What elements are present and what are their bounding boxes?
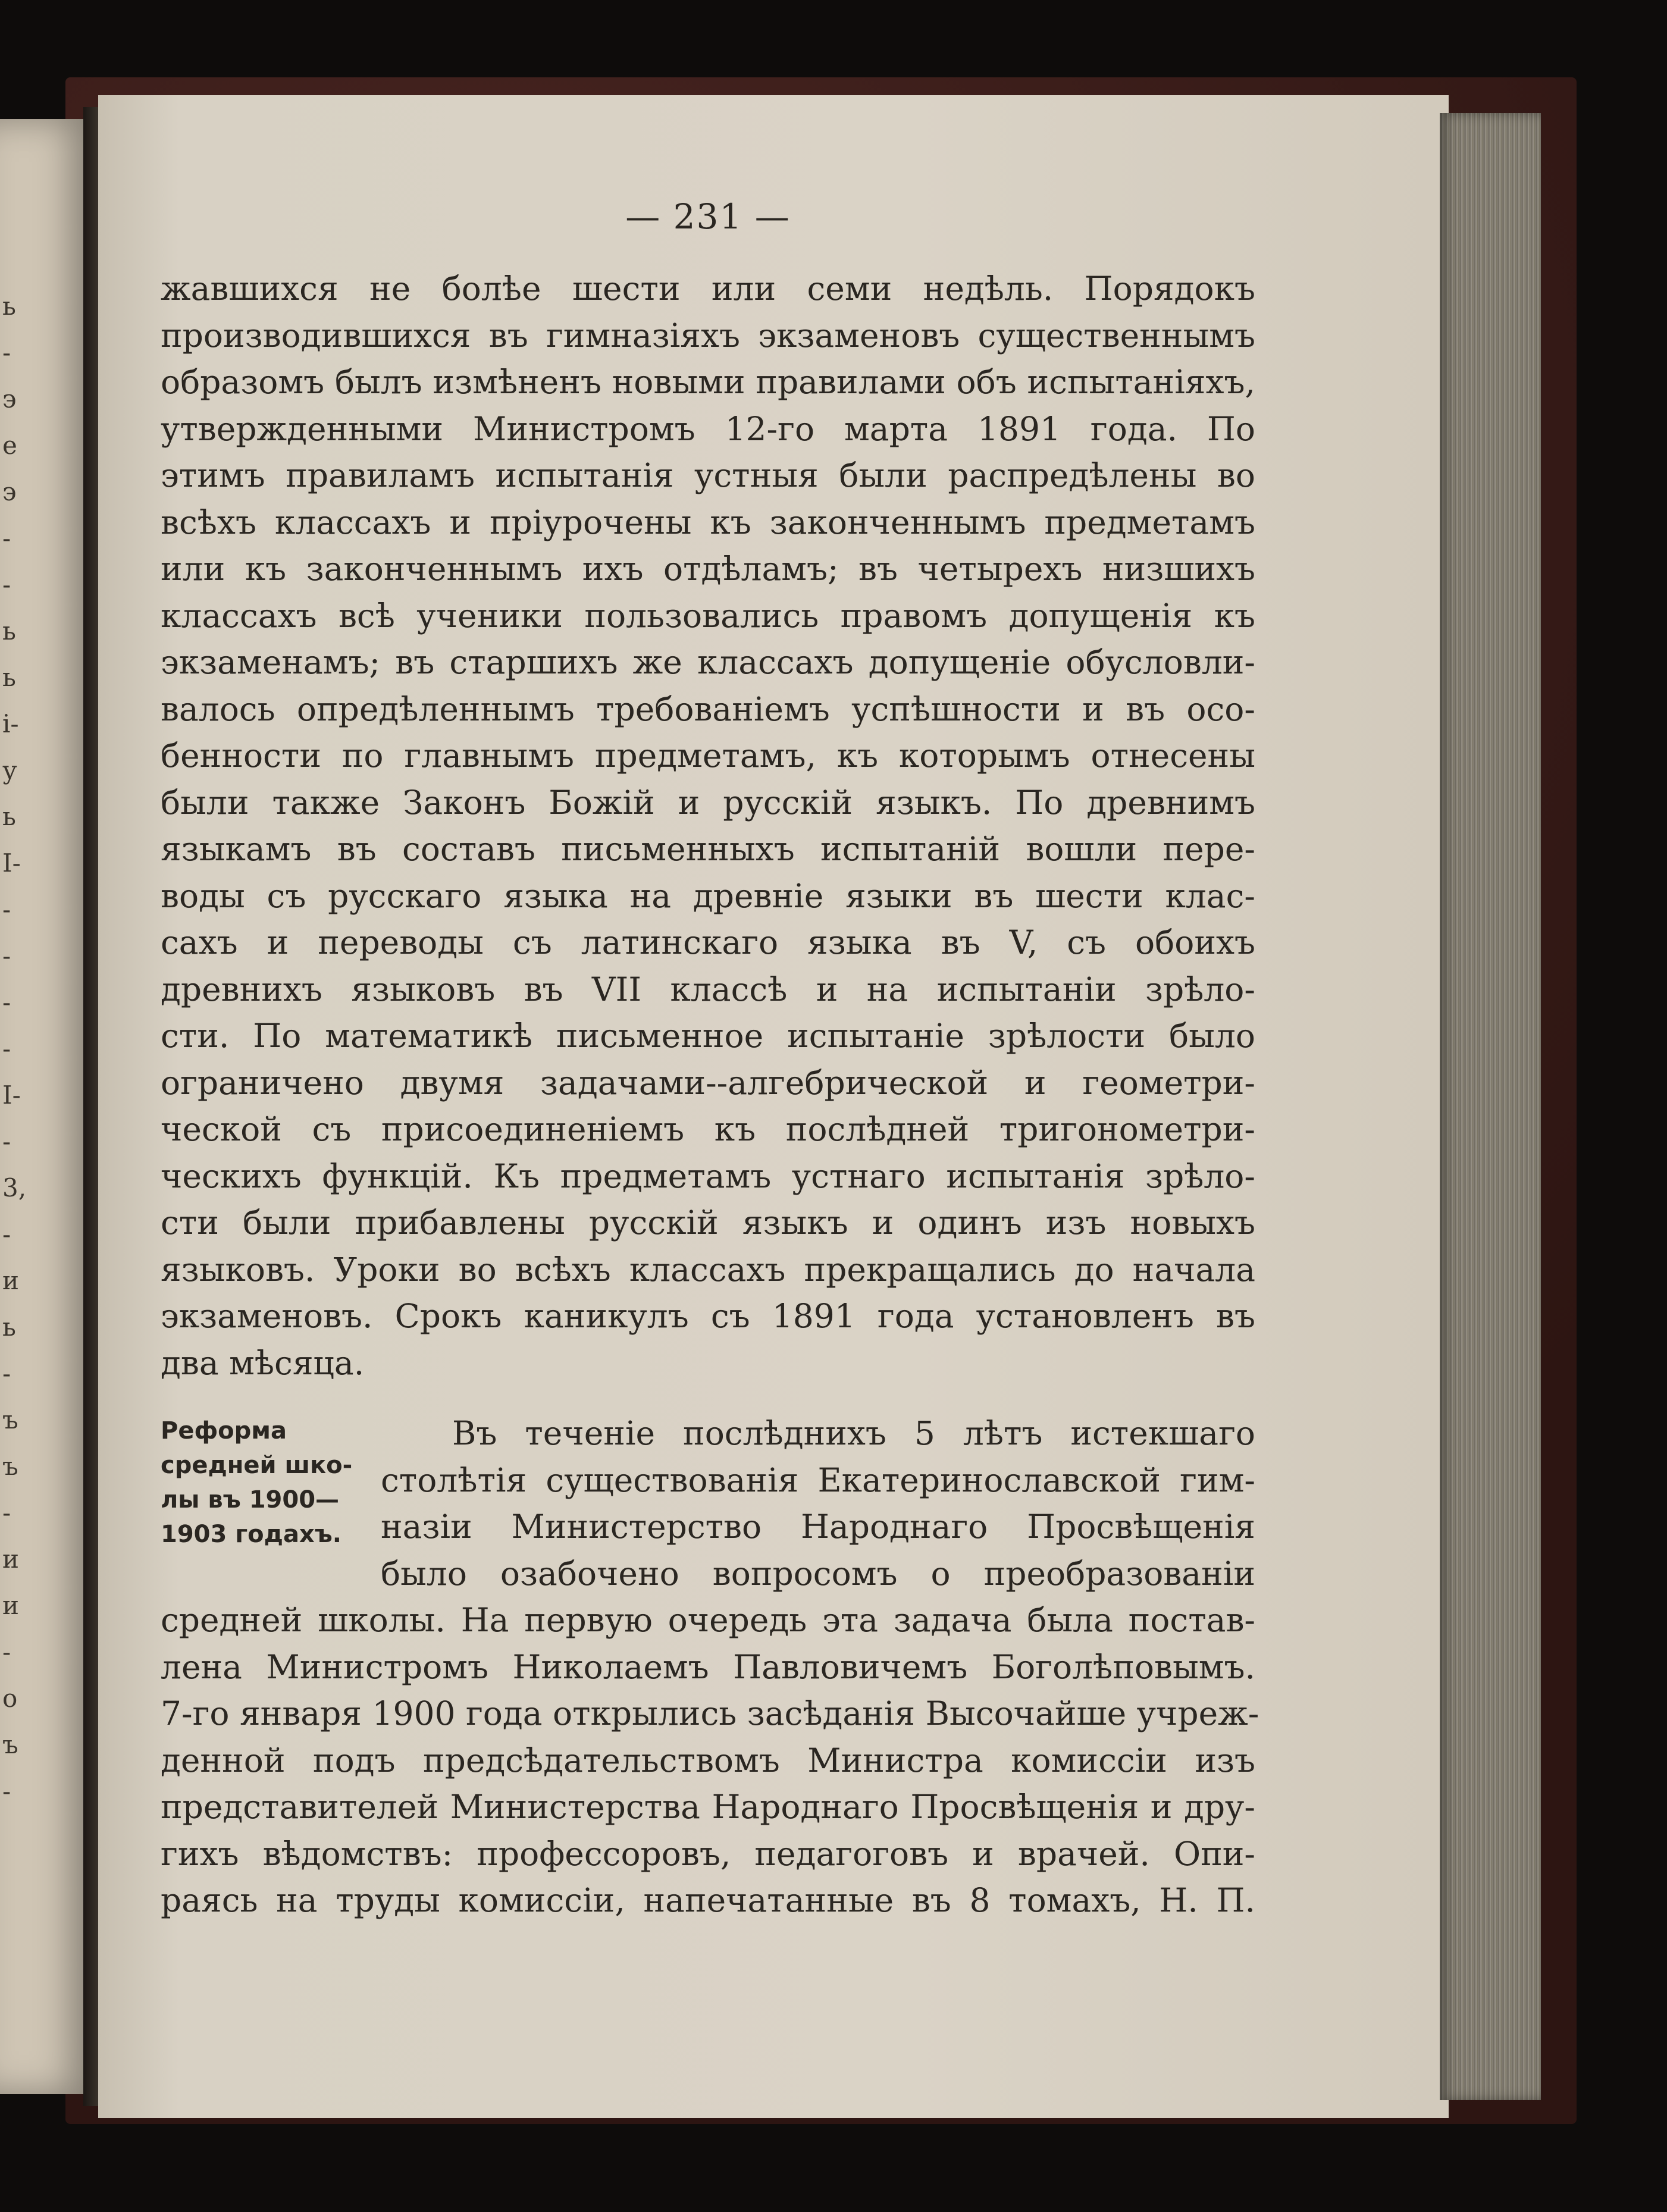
text-line: этимъ правиламъ испытанія устныя были распредѣлены во <box>161 456 1255 494</box>
text-line: назіи Министерство Народнаго Просвѣщенія <box>381 1508 1255 1546</box>
left-page-edge-char: ь <box>2 1312 16 1342</box>
text-line: ограничено двумя задачами--алгебрической и геометри- <box>161 1063 1255 1102</box>
text-line: экзаменамъ; въ старшихъ же классахъ допущеніе обусловли- <box>161 643 1255 681</box>
paragraph-2 <box>161 1597 1259 1924</box>
margin-note-line: 1903 годахъ. <box>161 1521 341 1548</box>
text-line: жавшихся не болѣе шести или семи недѣль. Порядокъ <box>161 270 1255 308</box>
text-line: было озабочено вопросомъ о преобразованіи <box>381 1554 1255 1593</box>
text-line: Въ теченіе послѣднихъ 5 лѣтъ истекшаго <box>452 1414 1255 1452</box>
text-line: утвержденными Министромъ 12-го марта 1891 года. По <box>161 409 1255 448</box>
page-number: — 231 — <box>625 196 791 237</box>
left-page-edge-char: и <box>2 1544 19 1574</box>
left-page-edge-char: у <box>2 756 17 785</box>
left-page-edge-char: - <box>2 338 11 367</box>
paragraph-2-indented <box>381 1410 1255 1597</box>
text-line: сти. По математикѣ письменное испытаніе зрѣлости было <box>161 1017 1255 1055</box>
margin-note-line: средней шко- <box>161 1452 353 1479</box>
left-page-edge-char: ъ <box>2 1730 18 1759</box>
left-page-edge-char: э <box>2 384 17 413</box>
margin-note-line: лы въ 1900— <box>161 1486 340 1514</box>
text-line: производившихся въ гимназіяхъ экзаменовъ существеннымъ <box>161 316 1255 355</box>
left-page-edge-char: е <box>2 431 17 460</box>
left-page-edge-char: ь <box>2 663 16 692</box>
text-line: представителей Министерства Народнаго Просвѣщенія и дру- <box>161 1788 1255 1826</box>
text-line: образомъ былъ измѣненъ новыми правилами объ испытаніяхъ, <box>161 363 1255 401</box>
page-edges-stack <box>1440 113 1541 2100</box>
left-page-edge-char: - <box>2 895 11 924</box>
left-page-edge-char: - <box>2 1637 11 1666</box>
text-line: языкамъ въ составъ письменныхъ испытаній вошли пере- <box>161 830 1255 868</box>
text-line: валось опредѣленнымъ требованіемъ успѣшности и въ осо- <box>161 690 1255 728</box>
text-line: ческой съ присоединеніемъ къ послѣдней тригонометри- <box>161 1110 1255 1148</box>
left-page-edge-char: и <box>2 1266 19 1295</box>
page-text-block <box>161 196 1259 1924</box>
left-page-edge-char: - <box>2 570 11 599</box>
left-page-edge-char: - <box>2 1777 11 1806</box>
left-page-edge-char: - <box>2 1498 11 1527</box>
text-line: сти были прибавлены русскій языкъ и одинъ изъ новыхъ <box>161 1204 1255 1242</box>
left-page-edge-char: ь <box>2 802 16 831</box>
text-line: или къ законченнымъ ихъ отдѣламъ; въ четырехъ низшихъ <box>161 550 1255 588</box>
margin-note-line: Реформа <box>161 1417 287 1445</box>
text-line: сахъ и переводы съ латинскаго языка въ V, съ обоихъ <box>161 923 1255 961</box>
left-page-edge-char: - <box>2 1220 11 1249</box>
left-page-edge-char: 3, <box>2 1173 27 1202</box>
text-line: бенности по главнымъ предметамъ, къ которымъ отнесены <box>161 737 1255 775</box>
left-page-edge-char: - <box>2 988 11 1017</box>
left-page-edge-char: - <box>2 941 11 970</box>
margin-note <box>161 1414 357 1552</box>
left-page-edge-char: - <box>2 1127 11 1156</box>
text-line: раясь на труды комиссіи, напечатанные въ 8 томахъ, Н. П. <box>161 1881 1255 1919</box>
text-line: столѣтія существованія Екатеринославской гим- <box>381 1461 1255 1499</box>
left-page-edge-char: о <box>2 1684 18 1713</box>
text-line: денной подъ предсѣдательствомъ Министра комиссіи изъ <box>161 1741 1255 1779</box>
text-line: гихъ вѣдомствъ: профессоровъ, педагоговъ и врачей. Опи- <box>161 1834 1255 1873</box>
text-line: всѣхъ классахъ и пріурочены къ законченнымъ предметамъ <box>161 503 1255 541</box>
left-page-edge-char: I- <box>2 848 21 878</box>
text-line: были также Законъ Божій и русскій языкъ. По древнимъ <box>161 783 1255 822</box>
left-page-edge-char: ь <box>2 616 16 646</box>
left-page-edge-char: - <box>2 1359 11 1388</box>
left-page-edge-char: ь <box>2 292 16 321</box>
left-page-edge-char: i- <box>2 709 19 738</box>
section-reform <box>161 1410 1255 1597</box>
left-page-edge-char: ъ <box>2 1405 18 1434</box>
text-line: классахъ всѣ ученики пользовались правомъ допущенія къ <box>161 596 1255 635</box>
text-line: средней школы. На первую очередь эта задача была постав- <box>161 1601 1255 1639</box>
text-line: древнихъ языковъ въ VII классѣ и на испытаніи зрѣло- <box>161 970 1255 1008</box>
paragraph-1 <box>161 265 1255 1386</box>
left-page-edge-char: - <box>2 524 11 553</box>
left-page-edge-char: I- <box>2 1080 21 1110</box>
text-line: два мѣсяца. <box>161 1343 365 1382</box>
left-page-edge-char: и <box>2 1591 19 1620</box>
text-line: ческихъ функцій. Къ предметамъ устнаго испытанія зрѣло- <box>161 1157 1255 1195</box>
text-line: 7-го января 1900 года открылись засѣданія Высочайше учреж- <box>161 1694 1259 1732</box>
text-line: лена Министромъ Николаемъ Павловичемъ Боголѣповымъ. <box>161 1647 1255 1686</box>
text-line: воды съ русскаго языка на древніе языки въ шести клас- <box>161 876 1255 915</box>
left-page-edge-char: - <box>2 1034 11 1063</box>
left-page-edge-char: э <box>2 477 17 506</box>
text-line: языковъ. Уроки во всѣхъ классахъ прекращались до начала <box>161 1250 1255 1289</box>
left-page-edge-char: ъ <box>2 1452 18 1481</box>
text-line: экзаменовъ. Срокъ каникулъ съ 1891 года установленъ въ <box>161 1297 1255 1335</box>
